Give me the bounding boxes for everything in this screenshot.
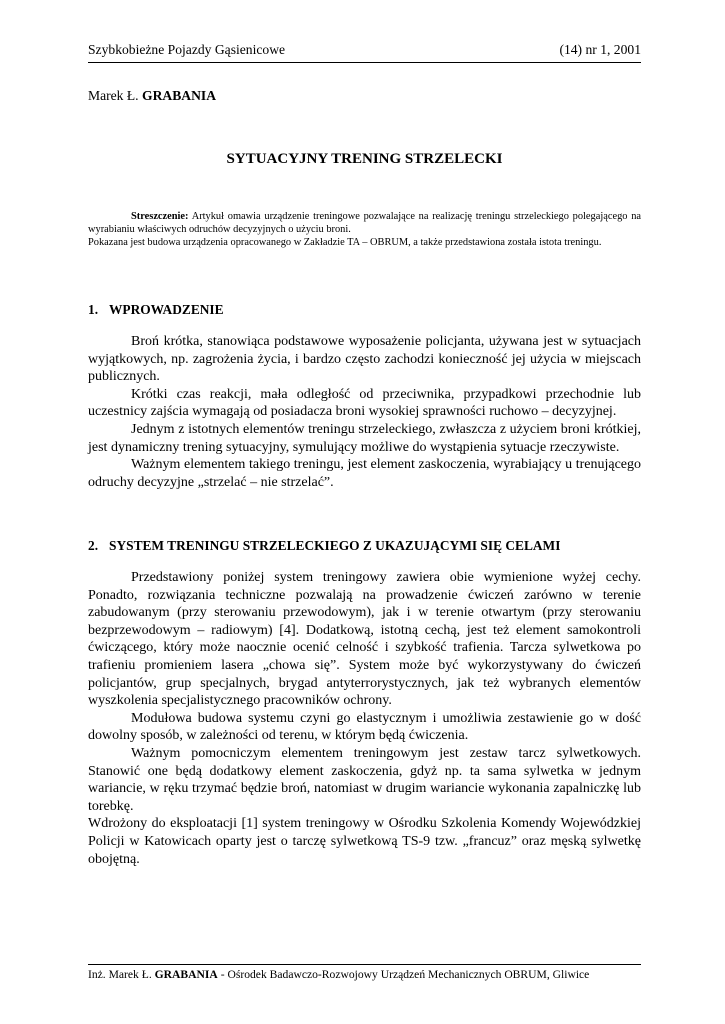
issue-info: (14) nr 1, 2001 <box>559 42 641 57</box>
footer-rule <box>88 964 641 965</box>
section-1-paragraph: Ważnym elementem takiego treningu, jest element zaskoczenia, wyrabiający u trenującego odruchy decyzyjne „strzelać – nie strzelać”. <box>88 457 641 490</box>
section-2-title: SYSTEM TRENINGU STRZELECKIEGO Z UKAZUJĄCYMI SIĘ CELAMI <box>109 538 561 553</box>
section-1-heading <box>88 302 224 318</box>
author-first-name: Marek Ł. <box>88 88 139 103</box>
author-line <box>88 88 216 104</box>
section-2-paragraph: Ważnym pomocniczym elementem treningowym jest zestaw tarcz sylwetkowych. Stanowić one będą dodatkowy element zaskoczenia, gdyż np. ta sama sylwetka w jednym wariancie, w ręku trzymać będzie broń, natomiast w drugim wariancie wykonania zapalniczkę lub torebkę. <box>88 745 641 814</box>
section-2-body <box>88 569 641 868</box>
section-1-title: WPROWADZENIE <box>109 302 224 317</box>
section-1-paragraph: Jednym z istotnych elementów treningu strzeleckiego, zwłaszcza z użyciem broni krótkiej, jest dynamiczny trening sytuacyjny, symulujący możliwe do wystąpienia sytuacje rzeczywiste. <box>88 421 641 455</box>
section-1-body <box>88 333 641 491</box>
abstract-paragraph-2: Pokazana jest budowa urządzenia opracowanego w Zakładzie TA – OBRUM, a także przedstawiona została istota treningu. <box>88 236 602 248</box>
abstract <box>88 211 641 249</box>
section-2-heading <box>88 538 560 554</box>
section-1-paragraph: Broń krótka, stanowiąca podstawowe wyposażenie policjanta, używana jest w sytuacjach wyjątkowych, np. zagrożenia życia, i bardzo często zachodzi konieczność jej użycia w miejscach publicznych. <box>88 334 641 385</box>
paper-title: SYTUACYJNY TRENING STRZELECKI <box>226 151 503 167</box>
section-1-paragraph: Krótki czas reakcji, mała odległość od przeciwnika, przypadkowi przechodnie lub uczestnicy zajścia wymagają od posiadacza broni wysokiej sprawności ruchowo – decyzyjnej. <box>88 386 641 420</box>
journal-name: Szybkobieżne Pojazdy Gąsienicowe <box>88 42 286 57</box>
section-1-number: 1. <box>88 302 99 317</box>
header-rule <box>88 62 641 63</box>
section-2-paragraph: Przedstawiony poniżej system treningowy zawiera obie wymienione wyżej cechy. Ponadto, rozwiązania techniczne pozwalają na prowadzenie ćwiczeń zarówno w terenie zabudowanym (przy sterowaniu przewodowym), jak i w terenie otwartym (przy sterowaniu bezprzewodowym – radiowym) [4]. Dodatkową, istotną cechą, jest też element samokontroli ćwiczącego, który może naocznie ocenić celność i szybkość trafienia. Tarcza sylwetkowa po trafieniu promieniem lasera „chowa się”. System może być wykorzystywany do ćwiczeń policjantów, grup specjalnych, brygad antyterrorystycznych, jak też wybranych elementów wyszkolenia specjalistycznego pracowników ochrony. <box>88 570 641 709</box>
abstract-paragraph-1 <box>88 211 641 237</box>
abstract-text-1: Artykuł omawia urządzenie treningowe pozwalające na realizację treningu strzeleckiego polegającego na wyrabianiu właściwych odruchów decyzyjnych o użyciu broni. <box>88 211 641 235</box>
section-2-paragraph: Wdrożony do eksploatacji [1] system treningowy w Ośrodku Szkolenia Komendy Wojewódzkiej Policji w Katowicach oparty jest o tarczę sylwetkową TS-9 tzw. „francuz” oraz męską sylwetkę obojętną. <box>88 816 641 867</box>
section-2-paragraph: Modułowa budowa systemu czyni go elastycznym i umożliwia zestawienie go w dość dowolny sposób, w zależności od terenu, w którym będą ćwiczenia. <box>88 710 641 744</box>
footnote-name: GRABANIA <box>154 968 218 981</box>
section-2-number: 2. <box>88 538 99 553</box>
abstract-label: Streszczenie: <box>131 211 189 222</box>
author-last-name: GRABANIA <box>142 88 217 103</box>
footnote-prefix: Inż. Marek Ł. <box>88 968 152 981</box>
footnote <box>88 968 589 981</box>
footnote-affiliation: - Ośrodek Badawczo-Rozwojowy Urządzeń Mechanicznych OBRUM, Gliwice <box>220 968 590 981</box>
